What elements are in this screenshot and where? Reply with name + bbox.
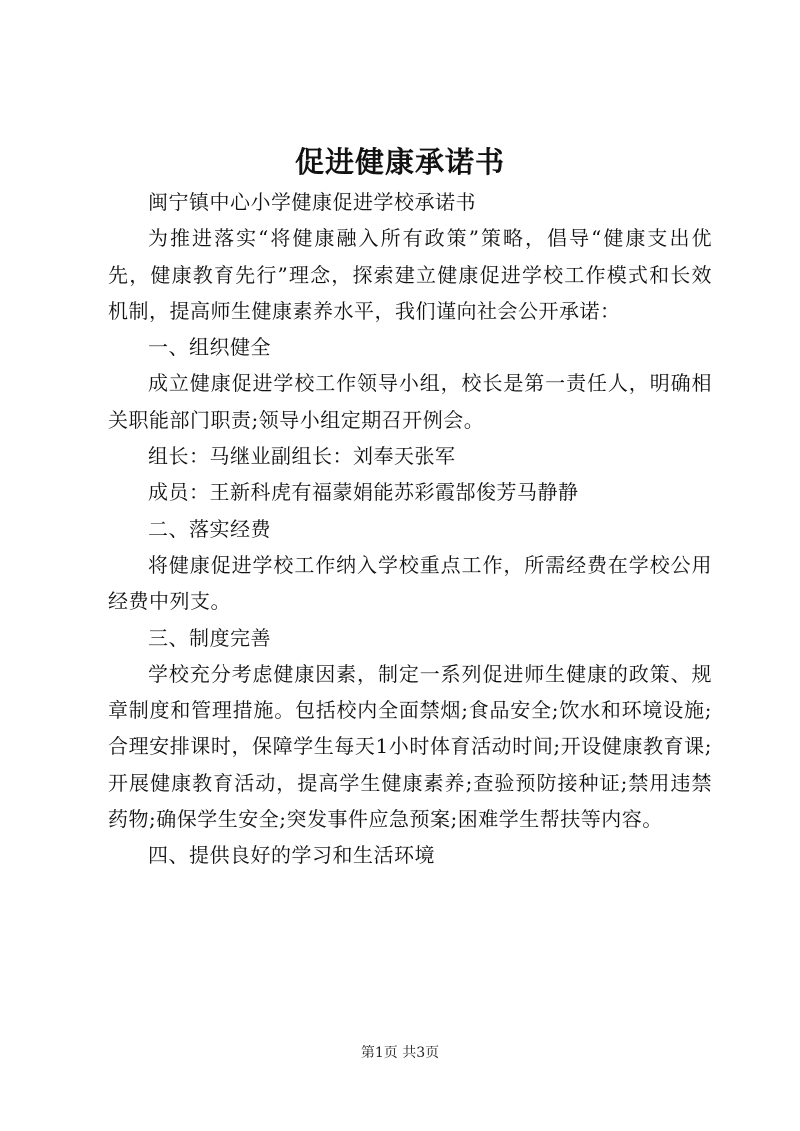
document-title: 促进健康承诺书	[294, 145, 505, 179]
section-heading-funding: 二、落实经费	[148, 516, 271, 541]
document-body	[108, 184, 712, 874]
section-heading-organization: 一、组织健全	[148, 335, 271, 360]
school-heading: 闽宁镇中心小学健康促进学校承诺书	[148, 190, 476, 214]
members-line: 成员：王新科虎有福蒙娟能苏彩霞郜俊芳马静静	[148, 480, 579, 505]
section-heading-environment: 四、提供良好的学习和生活环境	[148, 843, 435, 868]
page-footer: 第1页 共3页	[360, 1045, 440, 1061]
section-heading-policies: 三、制度完善	[148, 625, 271, 650]
policies-paragraph: 学校充分考虑健康因素，制定一系列促进师生健康的政策、规章制度和管理措施。包括校内全面禁烟;食品安全;饮水和环境设施;合理安排课时，保障学生每天1小时体育活动时间;开设健康教育课;开展健康教育活动，提高学生健康素养;查验预防接种证;禁用违禁药物;确保学生安全;突发事件应急预案;困难学生帮扶等内容。	[108, 661, 712, 832]
funding-paragraph: 将健康促进学校工作纳入学校重点工作，所需经费在学校公用经费中列支。	[108, 552, 712, 614]
organization-paragraph: 成立健康促进学校工作领导小组，校长是第一责任人，明确相关职能部门职责;领导小组定期召开例会。	[108, 371, 712, 432]
intro-paragraph: 为推进落实“将健康融入所有政策”策略，倡导“健康支出优先，健康教育先行”理念，探索建立健康促进学校工作模式和长效机制，提高师生健康素养水平，我们谨向社会公开承诺：	[108, 226, 712, 323]
leaders-line: 组长：马继业副组长：刘奉天张军	[148, 444, 456, 469]
